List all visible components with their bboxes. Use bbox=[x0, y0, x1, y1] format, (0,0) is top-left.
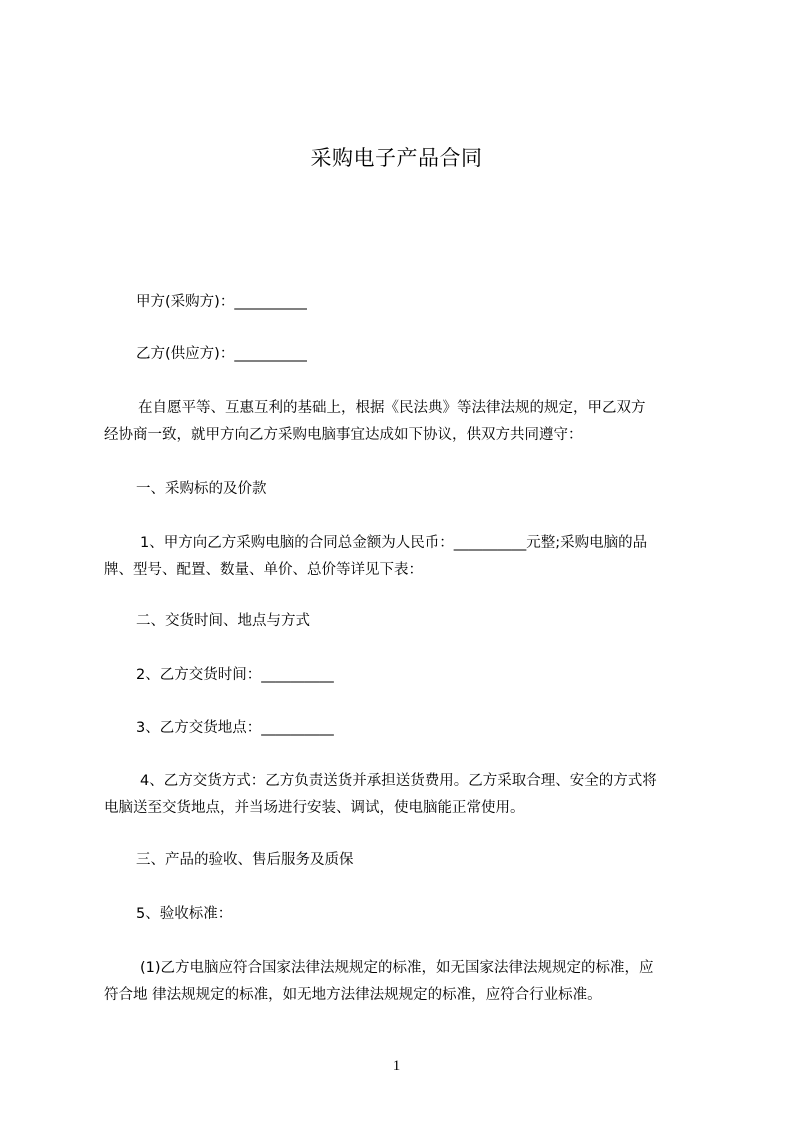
clause-2-line: 2、乙方交货时间：__________ bbox=[136, 667, 334, 683]
clause-1-line-2: 牌、型号、配置、数量、单价、总价等详见下表： bbox=[104, 562, 423, 578]
preamble-line-2: 经协商一致，就甲方向乙方采购电脑事宜达成如下协议，供双方共同遵守： bbox=[104, 427, 583, 443]
clause-1-line-1: 1、甲方向乙方采购电脑的合同总金额为人民币：__________元整;采购电脑的品 bbox=[140, 535, 648, 551]
clause-4-line-1: 4、乙方交货方式：乙方负责送货并承担送货费用。乙方采取合理、安全的方式将 bbox=[140, 773, 657, 789]
clause-5-line: 5、验收标准： bbox=[136, 906, 233, 922]
party-a-line: 甲方(采购方)：__________ bbox=[136, 294, 307, 310]
clause-5-1-line-1: (1)乙方电脑应符合国家法律法规规定的标准，如无国家法律法规规定的标准，应 bbox=[140, 960, 654, 976]
section-2-heading: 二、交货时间、地点与方式 bbox=[136, 613, 310, 629]
section-3-heading: 三、产品的验收、售后服务及质保 bbox=[136, 852, 354, 868]
clause-3-line: 3、乙方交货地点：__________ bbox=[136, 720, 334, 736]
clause-4-line-2: 电脑送至交货地点，并当场进行安装、调试，使电脑能正常使用。 bbox=[104, 800, 525, 816]
page-number: 1 bbox=[392, 1058, 401, 1074]
clause-5-1-line-2: 符合地 律法规规定的标准，如无地方法律法规规定的标准，应符合行业标准。 bbox=[104, 987, 602, 1003]
preamble-line-1: 在自愿平等、互惠互利的基础上，根据《民法典》等法律法规的规定，甲乙双方 bbox=[138, 400, 646, 416]
document-title: 采购电子产品合同 bbox=[310, 146, 483, 170]
party-b-line: 乙方(供应方)：__________ bbox=[136, 346, 307, 362]
section-1-heading: 一、采购标的及价款 bbox=[136, 481, 267, 497]
